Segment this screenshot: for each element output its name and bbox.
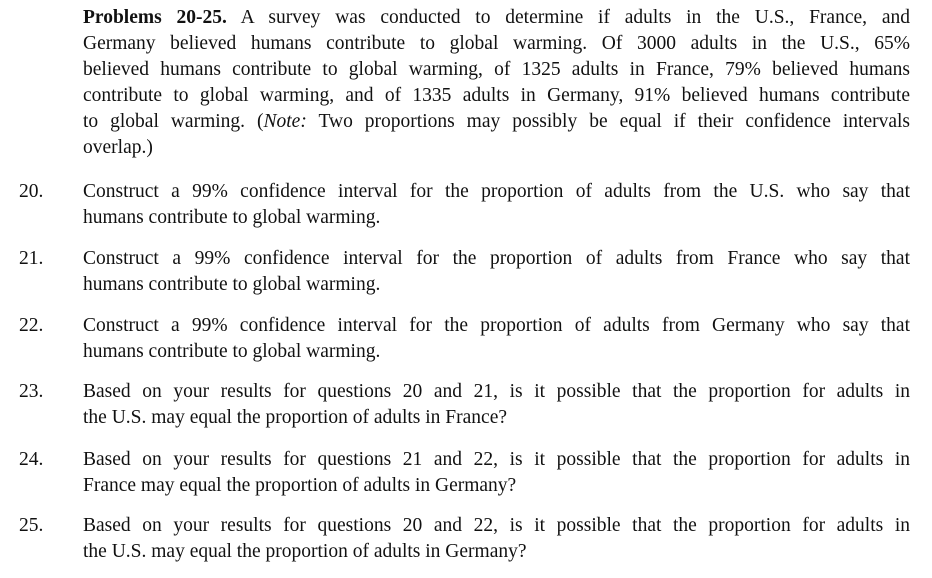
problem-line: Based on your results for questions 20 and 21, is it possible that the proportion for adults in [83,381,910,402]
problem-text [83,447,910,499]
problem-line: Based on your results for questions 20 and 22, is it possible that the proportion for adults in [83,515,910,536]
problem-line: Construct a 99% confidence interval for the proportion of adults from Germany who say that [83,315,910,336]
problem-text [83,513,910,565]
problem-line: the U.S. may equal the proportion of adults in France? [83,407,508,428]
note-label: Note: [263,111,307,132]
problem-set-intro [83,5,910,161]
problem-number: 22. [19,315,44,336]
intro-text: to global warming. ( [83,111,264,132]
problem-line: Construct a 99% confidence interval for the proportion of adults from the U.S. who say that [83,181,910,202]
problem-line: France may equal the proportion of adults in Germany? [83,475,517,496]
problem-line: Based on your results for questions 21 and 22, is it possible that the proportion for adults in [83,449,910,470]
problem-line: humans contribute to global warming. [83,341,381,362]
problem-number: 21. [19,248,44,269]
intro-line-5 [83,109,910,135]
problem-text [83,313,910,365]
intro-text: A survey was conducted to determine if adults in the U.S., France, and [240,7,910,28]
intro-line-3: believed humans contribute to global warming, of 1325 adults in France, 79% believed humans [83,59,910,80]
intro-line-4: contribute to global warming, and of 1335 adults in Germany, 91% believed humans contribute [83,85,910,106]
problem-number: 24. [19,449,44,470]
problem-number: 23. [19,381,44,402]
problem-line: Construct a 99% confidence interval for the proportion of adults from France who say that [83,248,910,269]
problem-text [83,246,910,298]
problem-line: humans contribute to global warming. [83,207,381,228]
note-text: Two proportions may possibly be equal if their confidence intervals [306,111,910,132]
problem-number: 25. [19,515,44,536]
intro-line-2: Germany believed humans contribute to global warming. Of 3000 adults in the U.S., 65% [83,33,910,54]
problem-text [83,379,910,431]
problem-text [83,179,910,231]
problem-line: the U.S. may equal the proportion of adults in Germany? [83,541,527,562]
problem-line: humans contribute to global warming. [83,274,381,295]
problem-number: 20. [19,181,44,202]
intro-line-6: overlap.) [83,137,153,158]
intro-line-1 [83,5,910,31]
problem-set-heading: Problems 20-25. [83,7,227,28]
